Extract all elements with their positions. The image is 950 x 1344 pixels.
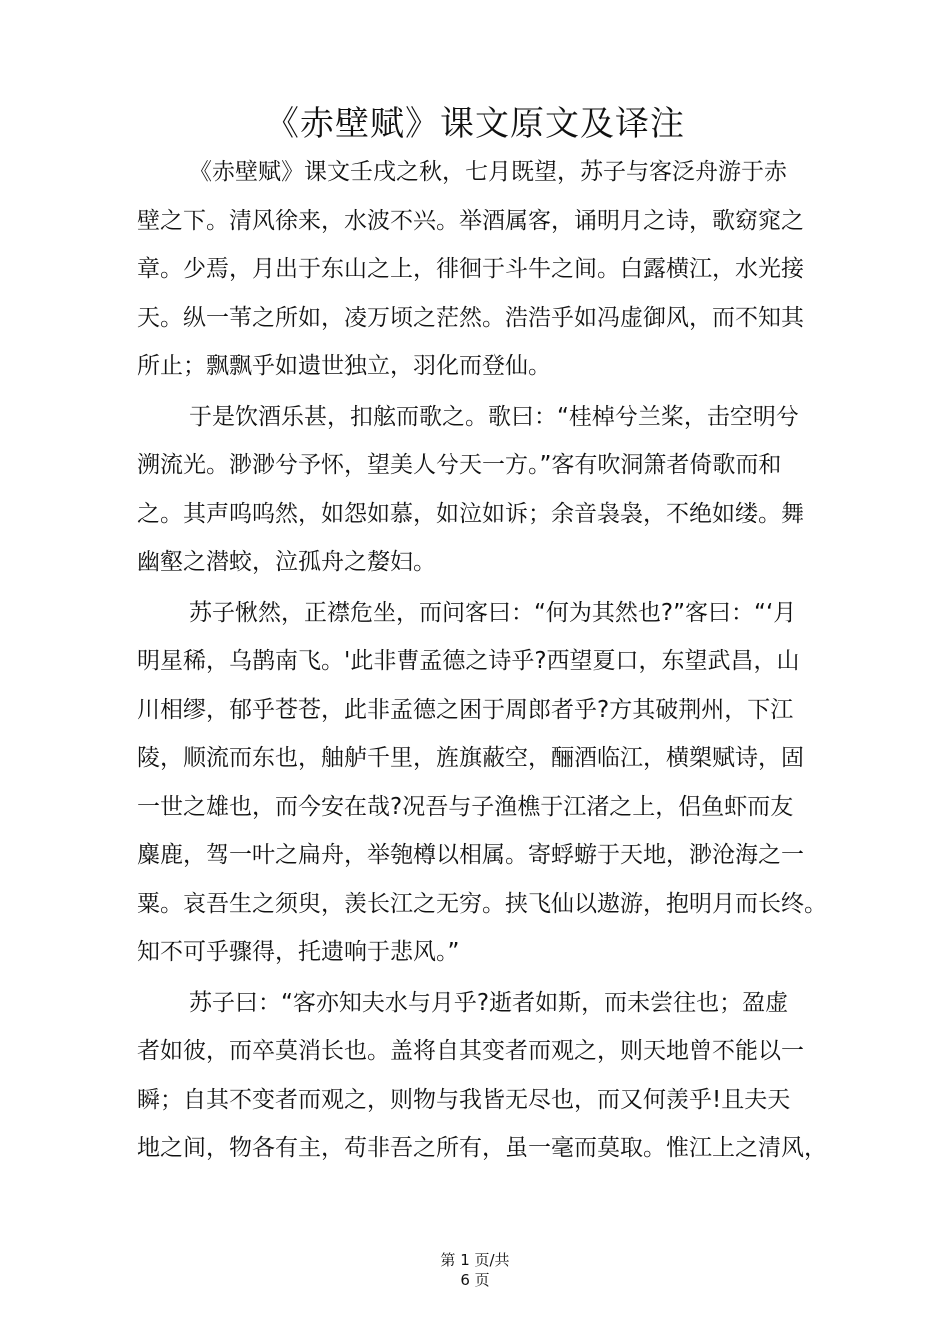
- text-line: 者如彼，而卒莫消长也。盖将自其变者而观之，则天地曾不能以一: [137, 1038, 804, 1064]
- text-line: 幽壑之潜蛟，泣孤舟之嫠妇。: [137, 549, 436, 575]
- page-number-line-2: 6 页: [460, 1271, 490, 1289]
- paragraph-2: [137, 393, 857, 587]
- text-line: 壁之下。清风徐来，水波不兴。举酒属客，诵明月之诗，歌窈窕之: [137, 207, 804, 234]
- text-line: 明星稀，乌鹊南飞。'此非曹孟德之诗乎?西望夏口，东望武昌，山: [137, 648, 800, 674]
- text-line: 麋鹿，驾一叶之扁舟，举匏樽以相属。寄蜉蝣于天地，渺沧海之一: [137, 842, 804, 868]
- text-line: 知不可乎骤得，托遗响于悲风。”: [137, 939, 460, 965]
- text-line: 《赤壁赋》课文壬戌之秋，七月既望，苏子与客泛舟游于赤: [189, 159, 787, 185]
- text-line: 粟。哀吾生之须臾，羡长江之无穷。挟飞仙以遨游，抱明月而长终。: [137, 890, 827, 917]
- paragraph-4: [137, 979, 857, 1173]
- text-line: 川相缪，郁乎苍苍，此非孟德之困于周郎者乎?方其破荆州，下江: [137, 696, 794, 723]
- document-title: 《赤壁赋》课文原文及译注: [265, 104, 685, 144]
- text-line: 于是饮酒乐甚，扣舷而歌之。歌曰：“桂棹兮兰桨，击空明兮: [189, 403, 799, 430]
- text-line: 陵，顺流而东也，舳舻千里，旌旗蔽空，酾酒临江，横槊赋诗，固: [137, 745, 804, 771]
- text-line: 溯流光。渺渺兮予怀，望美人兮天一方。”客有吹洞箫者倚歌而和: [137, 452, 782, 478]
- text-line: 瞬；自其不变者而观之，则物与我皆无尽也，而又何羡乎!且夫天: [137, 1086, 791, 1113]
- text-line: 苏子愀然，正襟危坐，而问客曰：“何为其然也?”客曰：“‘月: [189, 599, 797, 626]
- text-line: 天。纵一苇之所如，凌万顷之茫然。浩浩乎如冯虚御风，而不知其: [137, 304, 804, 331]
- page-footer: [0, 1250, 950, 1290]
- text-line: 之。其声呜呜然，如怨如慕，如泣如诉；余音袅袅，不绝如缕。舞: [137, 500, 804, 527]
- paragraph-3: [137, 589, 857, 977]
- text-line: 章。少焉，月出于东山之上，徘徊于斗牛之间。白露横江，水光接: [137, 256, 804, 282]
- document-body: [137, 148, 857, 1175]
- paragraph-1: [137, 148, 857, 391]
- text-line: 苏子曰：“客亦知夫水与月乎?逝者如斯，而未尝往也；盈虚: [189, 989, 789, 1016]
- text-line: 一世之雄也，而今安在哉?况吾与子渔樵于江渚之上，侣鱼虾而友: [137, 793, 794, 820]
- text-line: 所止；飘飘乎如遗世独立，羽化而登仙。: [137, 353, 551, 379]
- page-number-line-1: 第 1 页/共: [440, 1251, 510, 1269]
- text-line: 地之间，物各有主，苟非吾之所有，虽一毫而莫取。惟江上之清风，: [137, 1135, 827, 1161]
